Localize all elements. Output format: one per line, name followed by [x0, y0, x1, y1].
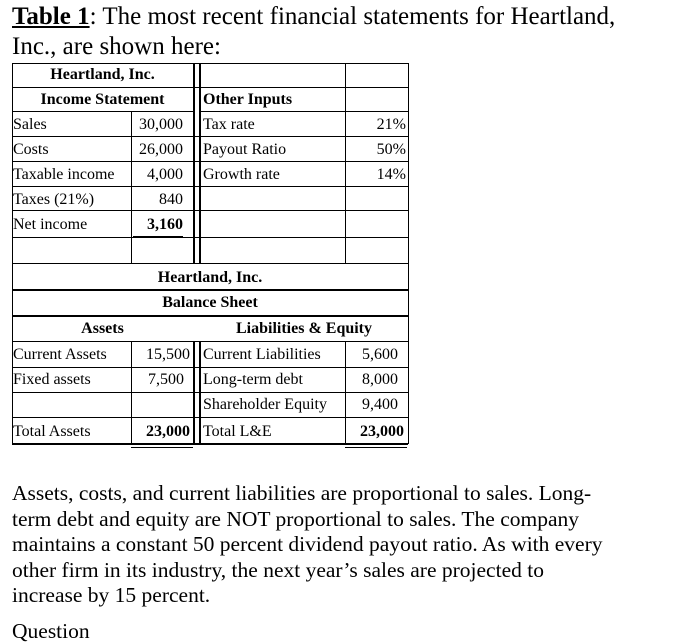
table-heading-text: : The most recent financial statements for Heartland, — [89, 3, 616, 30]
income-company-name: Heartland, Inc. — [50, 66, 155, 83]
input-row-value: 14% — [376, 166, 406, 183]
income-statement-title: Income Statement — [40, 91, 165, 108]
total-assets-value: 23,000 — [146, 423, 190, 440]
problem-paragraph — [12, 481, 700, 609]
other-inputs-title: Other Inputs — [203, 91, 293, 108]
cutoff-question-label: Question — [12, 619, 90, 643]
balance-company-name: Heartland, Inc. — [157, 269, 263, 286]
liability-label: Current Liabilities — [203, 346, 321, 363]
liability-label: Shareholder Equity — [203, 396, 327, 413]
paragraph-line: maintains a constant 50 percent dividend payout ratio. As with every — [12, 532, 603, 556]
liability-value: 5,600 — [362, 346, 398, 363]
income-row-label: Taxes (21%) — [13, 191, 95, 208]
paragraph-line: other firm in its industry, the next year’s sales are projected to — [12, 557, 544, 582]
liability-label: Long-term debt — [203, 371, 303, 388]
assets-header: Assets — [81, 320, 124, 337]
input-row-value: 50% — [376, 141, 406, 158]
paragraph-line: term debt and equity are NOT proportional to sales. The company — [12, 506, 580, 531]
liability-value: 9,400 — [362, 396, 398, 413]
input-row-value: 21% — [376, 116, 406, 133]
asset-value: 15,500 — [146, 346, 190, 363]
income-row-label: Net income — [13, 216, 88, 233]
income-row-value: 26,000 — [139, 141, 183, 158]
total-le-label: Total L&E — [203, 423, 272, 440]
table-label: Table 1 — [12, 3, 90, 30]
income-row-label: Sales — [13, 116, 47, 133]
input-row-label: Growth rate — [203, 166, 280, 183]
net-income-value: 3,160 — [147, 216, 183, 233]
total-le-value: 23,000 — [360, 423, 404, 440]
liabilities-header: Liabilities & Equity — [235, 320, 373, 337]
table-heading-line2: Inc., are shown here: — [12, 33, 221, 60]
table-heading — [12, 2, 700, 32]
income-row-value: 30,000 — [139, 116, 183, 133]
total-assets-label: Total Assets — [13, 423, 91, 440]
income-row-value: 4,000 — [147, 166, 183, 183]
input-row-label: Payout Ratio — [203, 141, 287, 158]
paragraph-line: increase by 15 percent. — [12, 583, 211, 607]
asset-value: 7,500 — [148, 371, 184, 388]
paragraph-line: Assets, costs, and current liabilities are proportional to sales. Long- — [12, 481, 592, 505]
asset-label: Current Assets — [13, 346, 107, 363]
balance-sheet-title: Balance Sheet — [162, 294, 258, 311]
asset-label: Fixed assets — [13, 371, 91, 388]
income-row-value: 840 — [159, 191, 183, 208]
income-row-label: Taxable income — [13, 166, 115, 183]
input-row-label: Tax rate — [203, 116, 255, 133]
income-row-label: Costs — [13, 141, 49, 158]
liability-value: 8,000 — [362, 371, 398, 388]
